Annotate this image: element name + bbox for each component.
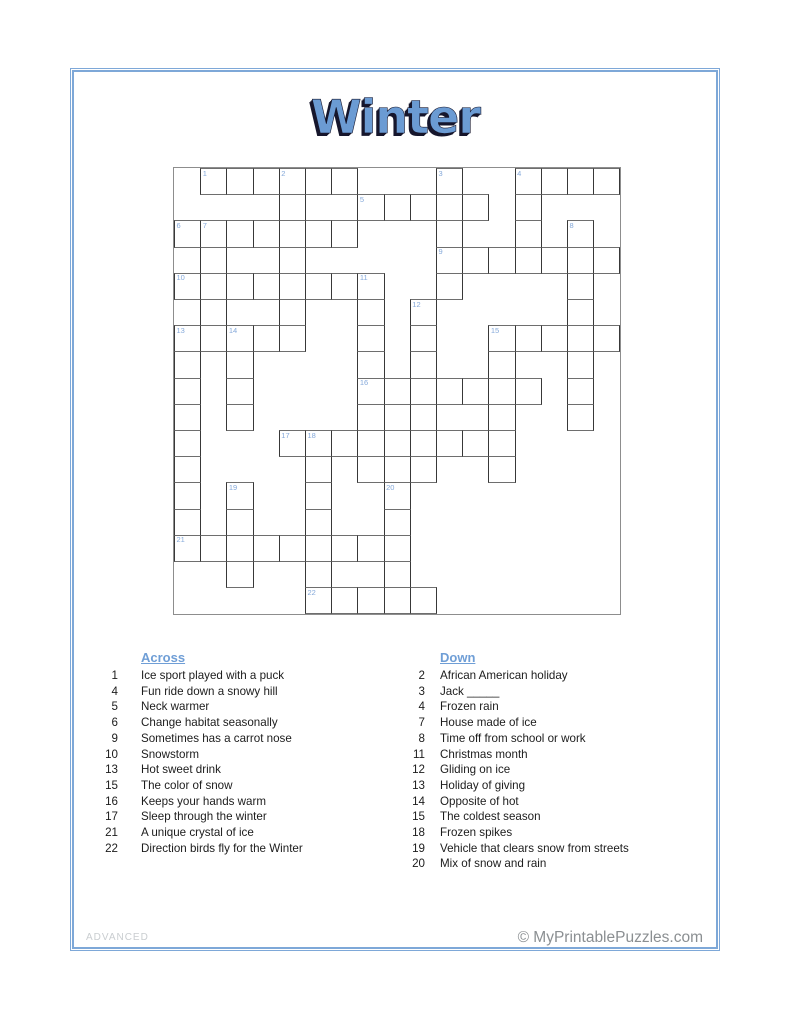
grid-cell[interactable] (279, 299, 306, 326)
clue-item (90, 699, 390, 715)
grid-cell-number: 2 (281, 168, 286, 178)
grid-cell[interactable] (357, 273, 384, 300)
grid-cell[interactable] (384, 535, 411, 562)
grid-cell[interactable] (200, 325, 227, 352)
grid-cell[interactable] (331, 535, 358, 562)
crossword-grid (173, 167, 621, 615)
grid-cell-number: 13 (176, 325, 185, 335)
grid-cell[interactable] (305, 220, 332, 247)
grid-cell[interactable] (357, 299, 384, 326)
grid-cell[interactable] (488, 325, 515, 352)
grid-cell[interactable] (567, 299, 594, 326)
grid-cell[interactable] (567, 273, 594, 300)
clue-item (90, 668, 390, 684)
clue-text: Vehicle that clears snow from streets (440, 841, 629, 855)
clue-item (90, 684, 390, 700)
clue-number: 2 (418, 669, 425, 682)
grid-cell[interactable] (305, 509, 332, 536)
grid-cell[interactable] (226, 325, 253, 352)
grid-cell-number: 9 (438, 247, 443, 257)
grid-cell[interactable] (488, 456, 515, 483)
grid-cell[interactable] (462, 194, 489, 221)
grid-cell[interactable] (436, 247, 463, 274)
clue-item (90, 747, 390, 763)
grid-cell-number: 3 (438, 168, 443, 178)
grid-cell[interactable] (226, 404, 253, 431)
grid-cell[interactable] (593, 168, 620, 195)
grid-cell[interactable] (305, 456, 332, 483)
grid-cell[interactable] (410, 378, 437, 405)
clue-text: The color of snow (141, 778, 233, 792)
clue-number: 20 (412, 857, 425, 871)
grid-cell-number: 6 (176, 220, 181, 230)
clue-text: Jack _____ (440, 684, 500, 698)
grid-cell[interactable] (410, 587, 437, 614)
grid-cell-number: 19 (228, 482, 238, 492)
grid-cell[interactable] (331, 220, 358, 247)
clue-item (397, 684, 707, 700)
grid-cell-number: 4 (517, 168, 522, 178)
clue-item (397, 825, 707, 841)
clue-text: Mix of snow and rain (440, 857, 547, 871)
clue-number: 21 (105, 826, 118, 840)
clue-number: 10 (105, 747, 118, 761)
clue-item (90, 715, 390, 731)
grid-cell[interactable] (305, 535, 332, 562)
site-credit: © MyPrintablePuzzles.com (517, 929, 703, 946)
grid-cell[interactable] (174, 430, 201, 457)
clue-number: 11 (412, 747, 425, 761)
grid-cell[interactable] (436, 220, 463, 247)
grid-cell[interactable] (279, 535, 306, 562)
clue-text: Neck warmer (141, 700, 210, 714)
grid-cell[interactable] (567, 378, 594, 405)
clue-number: 9 (111, 731, 118, 745)
grid-cell[interactable] (462, 247, 489, 274)
clue-number: 13 (105, 763, 118, 777)
grid-cell[interactable] (200, 220, 227, 247)
grid-cell-number: 15 (490, 325, 500, 335)
grid-cell[interactable] (226, 273, 253, 300)
grid-cell[interactable] (357, 456, 384, 483)
grid-cell-number: 1 (202, 168, 207, 178)
grid-cell[interactable] (226, 351, 253, 378)
grid-cell[interactable] (436, 273, 463, 300)
clue-number: 1 (111, 669, 118, 682)
grid-cell[interactable] (357, 378, 384, 405)
grid-cell[interactable] (567, 220, 594, 247)
clue-item (90, 841, 390, 857)
grid-cell[interactable] (174, 535, 201, 562)
clue-item (90, 778, 390, 794)
clue-text: Frozen spikes (440, 826, 513, 840)
grid-cell[interactable] (279, 273, 306, 300)
grid-cell[interactable] (567, 351, 594, 378)
grid-cell-number: 16 (359, 378, 369, 388)
down-heading: Down (440, 650, 476, 665)
clue-number: 15 (412, 810, 425, 824)
grid-cell[interactable] (357, 404, 384, 431)
grid-cell[interactable] (488, 351, 515, 378)
grid-cell[interactable] (488, 378, 515, 405)
grid-cell[interactable] (174, 273, 201, 300)
grid-cell[interactable] (200, 535, 227, 562)
clue-text: A unique crystal of ice (141, 826, 254, 840)
grid-cell[interactable] (279, 194, 306, 221)
clue-text: Time off from school or work (440, 731, 586, 745)
grid-cell[interactable] (305, 430, 332, 457)
grid-cell[interactable] (410, 351, 437, 378)
grid-cell[interactable] (541, 247, 568, 274)
clue-text: House made of ice (440, 716, 537, 730)
grid-cell[interactable] (384, 430, 411, 457)
grid-cell-number: 17 (281, 430, 290, 440)
grid-cell[interactable] (226, 482, 253, 509)
clue-item (397, 809, 707, 825)
grid-cell[interactable] (331, 587, 358, 614)
grid-cell[interactable] (410, 456, 437, 483)
grid-cell-number: 5 (359, 194, 365, 204)
grid-cell[interactable] (357, 535, 384, 562)
grid-cell[interactable] (357, 325, 384, 352)
grid-cell-number: 18 (307, 430, 316, 440)
clue-text: Christmas month (440, 747, 528, 761)
grid-cell[interactable] (384, 587, 411, 614)
clue-number: 18 (412, 826, 425, 840)
clue-text: Opposite of hot (440, 794, 519, 808)
grid-cell[interactable] (226, 561, 253, 588)
across-clue-list (90, 668, 390, 856)
grid-cell[interactable] (226, 220, 253, 247)
grid-cell-number: 7 (202, 220, 207, 230)
grid-cell[interactable] (410, 404, 437, 431)
puzzle-title: Winter (310, 90, 481, 144)
grid-cell[interactable] (436, 168, 463, 195)
clue-number: 19 (412, 841, 425, 855)
clue-item (397, 841, 707, 857)
grid-cell[interactable] (410, 299, 437, 326)
across-heading: Across (141, 650, 186, 665)
clue-text: Ice sport played with a puck (141, 669, 285, 682)
clue-number: 6 (111, 716, 118, 730)
grid-cell[interactable] (593, 247, 620, 274)
clue-item (397, 731, 707, 747)
grid-cell[interactable] (279, 168, 306, 195)
clue-text: Holiday of giving (440, 778, 526, 792)
clue-item (397, 762, 707, 778)
grid-cell-number: 10 (176, 273, 185, 283)
grid-cell-number: 8 (569, 220, 574, 230)
grid-cell-number: 22 (307, 587, 316, 597)
grid-cell[interactable] (174, 351, 201, 378)
clue-text: Hot sweet drink (141, 763, 221, 777)
grid-cell-number: 12 (412, 299, 421, 309)
grid-cell[interactable] (488, 404, 515, 431)
clue-number: 12 (412, 763, 425, 777)
grid-cell-number: 11 (359, 273, 368, 283)
grid-cell[interactable] (279, 220, 306, 247)
clue-number: 15 (105, 778, 118, 792)
grid-cell[interactable] (305, 587, 332, 614)
clue-item (397, 794, 707, 810)
grid-cell[interactable] (226, 378, 253, 405)
grid-cell[interactable] (331, 273, 358, 300)
grid-cell[interactable] (567, 168, 594, 195)
grid-cell[interactable] (567, 404, 594, 431)
grid-cell[interactable] (174, 378, 201, 405)
grid-cell[interactable] (226, 509, 253, 536)
grid-cell[interactable] (357, 194, 384, 221)
down-clue-list (397, 668, 707, 872)
clue-number: 17 (105, 810, 118, 824)
grid-cell[interactable] (541, 168, 568, 195)
clue-item (90, 794, 390, 810)
grid-cell[interactable] (200, 168, 227, 195)
grid-cell[interactable] (515, 247, 542, 274)
clue-number: 16 (105, 794, 118, 808)
grid-cell[interactable] (515, 325, 542, 352)
clue-text: Sometimes has a carrot nose (141, 731, 292, 745)
grid-cell[interactable] (253, 535, 280, 562)
clue-item (397, 778, 707, 794)
grid-cell[interactable] (488, 247, 515, 274)
clue-item (90, 762, 390, 778)
grid-cell[interactable] (436, 430, 463, 457)
clue-item (397, 699, 707, 715)
grid-cell[interactable] (515, 220, 542, 247)
clue-item (90, 809, 390, 825)
grid-cell[interactable] (253, 325, 280, 352)
grid-cell[interactable] (305, 168, 332, 195)
clue-item (90, 825, 390, 841)
grid-cell[interactable] (384, 482, 411, 509)
across-clues-section (90, 648, 390, 856)
grid-cell[interactable] (226, 535, 253, 562)
clue-item (397, 747, 707, 763)
grid-cell-number: 14 (228, 325, 238, 335)
clue-text: Sleep through the winter (141, 810, 267, 824)
clue-text: Keeps your hands warm (141, 794, 267, 808)
grid-cell[interactable] (305, 561, 332, 588)
clue-number: 4 (418, 700, 425, 714)
grid-cell[interactable] (410, 325, 437, 352)
clue-number: 8 (418, 731, 425, 745)
clue-number: 4 (111, 684, 118, 698)
grid-cell[interactable] (279, 325, 306, 352)
grid-cell[interactable] (462, 378, 489, 405)
clue-text: The coldest season (440, 810, 541, 824)
clue-text: Fun ride down a snowy hill (141, 684, 278, 698)
grid-cell[interactable] (174, 325, 201, 352)
clue-text: Change habitat seasonally (141, 716, 278, 730)
grid-cell[interactable] (384, 194, 411, 221)
grid-cell[interactable] (436, 194, 463, 221)
grid-cell[interactable] (567, 247, 594, 274)
grid-cell[interactable] (253, 273, 280, 300)
grid-cell[interactable] (305, 273, 332, 300)
grid-cell[interactable] (488, 430, 515, 457)
grid-cell[interactable] (384, 378, 411, 405)
grid-cell[interactable] (384, 561, 411, 588)
grid-cell[interactable] (567, 325, 594, 352)
grid-cell[interactable] (226, 168, 253, 195)
grid-cell[interactable] (357, 430, 384, 457)
grid-cell[interactable] (515, 378, 542, 405)
clue-number: 13 (412, 778, 425, 792)
grid-cell[interactable] (357, 351, 384, 378)
grid-cell[interactable] (200, 247, 227, 274)
grid-cell[interactable] (515, 168, 542, 195)
grid-cell[interactable] (279, 247, 306, 274)
grid-cell[interactable] (384, 509, 411, 536)
grid-cell[interactable] (462, 430, 489, 457)
clue-text: Direction birds fly for the Winter (141, 841, 303, 855)
grid-cell[interactable] (541, 325, 568, 352)
grid-cell[interactable] (305, 482, 332, 509)
clue-item (90, 731, 390, 747)
grid-cell[interactable] (515, 194, 542, 221)
grid-cell[interactable] (174, 456, 201, 483)
clue-item (397, 856, 707, 872)
grid-cell[interactable] (357, 587, 384, 614)
grid-cell[interactable] (174, 509, 201, 536)
grid-cell[interactable] (200, 273, 227, 300)
clue-number: 5 (111, 700, 118, 714)
clue-item (397, 715, 707, 731)
grid-cell-number: 20 (386, 482, 395, 492)
grid-cell[interactable] (410, 194, 437, 221)
clue-text: Frozen rain (440, 700, 499, 714)
clue-text: Snowstorm (141, 747, 199, 761)
clue-number: 7 (418, 716, 425, 730)
clue-number: 14 (412, 794, 425, 808)
down-clues-section (397, 648, 707, 872)
grid-cell[interactable] (174, 404, 201, 431)
grid-cell[interactable] (331, 168, 358, 195)
difficulty-label: ADVANCED (86, 932, 149, 943)
grid-cell[interactable] (174, 482, 201, 509)
grid-cell[interactable] (174, 220, 201, 247)
clue-number: 3 (418, 684, 425, 698)
grid-cell-number: 21 (176, 535, 185, 545)
clue-number: 22 (105, 841, 118, 855)
grid-cell[interactable] (253, 168, 280, 195)
clue-item (397, 668, 707, 684)
clue-text: African American holiday (440, 669, 568, 682)
grid-cell[interactable] (200, 299, 227, 326)
grid-cell[interactable] (253, 220, 280, 247)
grid-cell[interactable] (279, 430, 306, 457)
clue-text: Gliding on ice (440, 763, 511, 777)
grid-cell[interactable] (593, 325, 620, 352)
grid-cell[interactable] (436, 378, 463, 405)
grid-cell[interactable] (331, 430, 358, 457)
grid-cell[interactable] (410, 430, 437, 457)
